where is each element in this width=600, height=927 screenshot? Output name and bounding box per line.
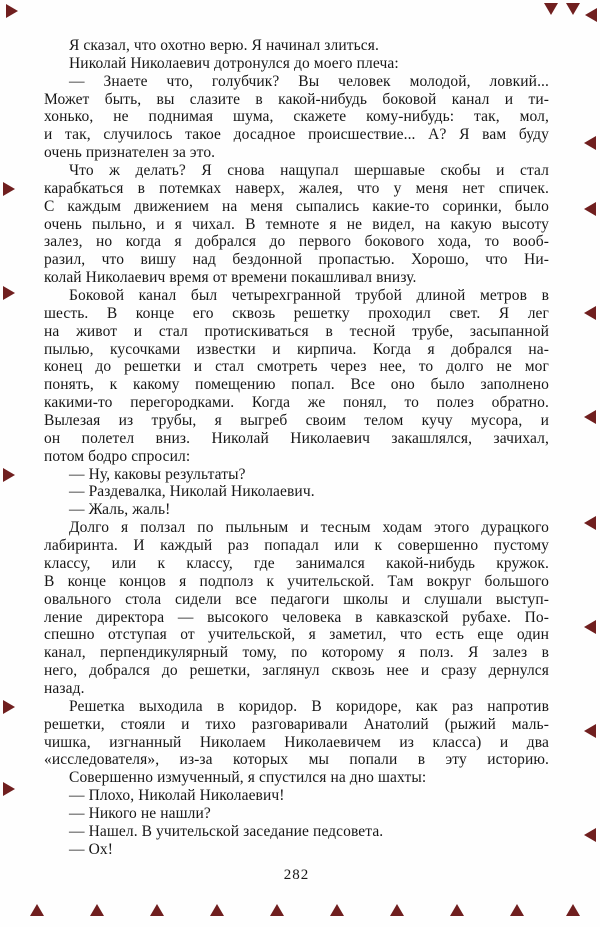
- triangle-ornament-icon: [90, 904, 104, 916]
- text-line: колай Николаевич время от времени покашливал внизу.: [44, 269, 417, 287]
- page-number: 282: [283, 867, 310, 883]
- text-line: канал, перпендикулярный тому, по которому я полз. Я залез в: [44, 644, 549, 662]
- triangle-ornament-icon: [6, 4, 18, 18]
- text-line: чишка, изгнанный Николаем Николаевичем из класса) и два: [44, 733, 549, 751]
- text-line: Боковой канал был четырехгранной трубой длиной метров в: [69, 287, 549, 305]
- text-line: Долго я ползал по пыльным и тесным ходам этого дурацкого: [69, 519, 549, 537]
- text-line: залез, но когда я добрался до первого бокового хода, то вооб-: [44, 233, 549, 251]
- text-line: на живот и стал протискиваться в тесной трубе, засыпанной: [44, 322, 549, 340]
- text-line: назад.: [44, 679, 85, 697]
- triangle-ornament-icon: [566, 3, 580, 15]
- triangle-ornament-icon: [584, 620, 596, 634]
- triangle-ornament-icon: [3, 468, 15, 482]
- text-line: Я сказал, что охотно верю. Я начинал злиться.: [69, 37, 379, 54]
- text-line: классу, или к классу, где занимался какой-нибудь кружок.: [44, 554, 549, 572]
- text-line: Вылезая из трубы, я выгреб своим телом кучу мусора, и: [44, 412, 549, 430]
- text-line: разил, что вишу над бездонной пропастью. Хорошо, что Ни-: [44, 251, 549, 269]
- triangle-ornament-icon: [584, 410, 596, 424]
- text-line: — Никого не нашли?: [69, 804, 211, 822]
- triangle-ornament-icon: [584, 828, 596, 842]
- triangle-ornament-icon: [584, 306, 596, 320]
- text-line: потом бодро спросил:: [44, 447, 191, 465]
- triangle-ornament-icon: [3, 286, 15, 300]
- triangle-ornament-icon: [3, 182, 15, 196]
- text-line: — Ох!: [69, 840, 113, 858]
- body-text: [44, 37, 549, 859]
- text-line: С каждым движением на меня сыпались какие-то соринки, было: [44, 197, 549, 215]
- text-line: — Знаете что, голубчик? Вы человек молодой, ловкий...: [69, 72, 549, 90]
- text-line: и так, случилось такое досадное происшествие... А? Я вам буду: [44, 126, 549, 144]
- text-line: овального стола сидели все педагоги школы и слушали выступ-: [44, 590, 549, 608]
- triangle-ornament-icon: [390, 904, 404, 916]
- triangle-ornament-icon: [270, 904, 284, 916]
- triangle-ornament-icon: [450, 904, 464, 916]
- triangle-ornament-icon: [584, 724, 596, 738]
- text-line: шесть. В конце его сквозь решетку проходил свет. Я лег: [44, 304, 549, 322]
- text-line: — Плохо, Николай Николаевич!: [69, 787, 285, 805]
- text-line: конец до решетки и стал смотреть через нее, то долго не мог: [44, 358, 549, 376]
- triangle-ornament-icon: [3, 782, 15, 796]
- text-line: Николай Николаевич дотронулся до моего плеча:: [69, 54, 399, 72]
- triangle-ornament-icon: [3, 700, 15, 714]
- text-line: очень пыльно, и я чихал. В темноте я не видел, на какую высоту: [44, 215, 549, 233]
- text-line: он полетел вниз. Николай Николаевич закашлялся, зачихал,: [44, 429, 549, 447]
- triangle-ornament-icon: [566, 904, 580, 916]
- text-line: Совершенно измученный, я спустился на дно шахты:: [69, 769, 427, 787]
- text-line: понять, к какому помещению попал. Все оно было заполнено: [44, 376, 549, 394]
- triangle-ornament-icon: [150, 904, 164, 916]
- text-line: карабкаться в потемках наверх, жалея, что у меня нет спичек.: [44, 179, 549, 197]
- text-line: пылью, кусочками известки и кирпича. Когда я добрался на-: [44, 340, 549, 358]
- text-line: — Ну, каковы результаты?: [69, 465, 246, 483]
- text-line: решетки, стояли и тихо разговаривали Анатолий (рыжий маль-: [44, 715, 549, 733]
- triangle-ornament-icon: [510, 904, 524, 916]
- text-line: Что ж делать? Я снова нащупал шершавые скобы и стал: [69, 162, 549, 180]
- text-line: «исследователя», из-за которых мы попали в эту историю.: [44, 751, 549, 769]
- text-line: какими-то перегородками. Когда же понял, то полез обратно.: [44, 394, 549, 412]
- triangle-ornament-icon: [210, 904, 224, 916]
- triangle-ornament-icon: [584, 136, 596, 150]
- text-line: него, добрался до решетки, заглянул сквозь нее и сразу дернулся: [44, 662, 549, 680]
- triangle-ornament-icon: [330, 904, 344, 916]
- text-line: ление директора — высокого человека в кавказской рубахе. По-: [44, 608, 549, 626]
- triangle-ornament-icon: [30, 904, 44, 916]
- triangle-ornament-icon: [584, 516, 596, 530]
- text-line: В конце концов я подполз к учительской. Там вокруг большого: [44, 572, 549, 590]
- text-line: хонько, не поднимая шума, скажете кому-нибудь: так, мол,: [44, 108, 549, 126]
- text-line: — Нашел. В учительской заседание педсовета.: [69, 822, 384, 840]
- text-line: — Раздевалка, Николай Николаевич.: [69, 483, 315, 501]
- triangle-ornament-icon: [584, 202, 596, 216]
- text-line: очень признателен за это.: [44, 144, 216, 162]
- text-line: Решетка выходила в коридор. В коридоре, как раз напротив: [69, 697, 549, 715]
- text-line: Может быть, вы слазите в какой-нибудь боковой канал и ти-: [44, 90, 549, 108]
- triangle-ornament-icon: [585, 8, 597, 22]
- text-line: спешно отступая от учительской, я заметил, что есть еще один: [44, 626, 549, 644]
- text-line: — Жаль, жаль!: [69, 501, 171, 519]
- text-line: лабиринта. И каждый раз попадал или к совершенно пустому: [44, 537, 549, 555]
- triangle-ornament-icon: [544, 3, 558, 15]
